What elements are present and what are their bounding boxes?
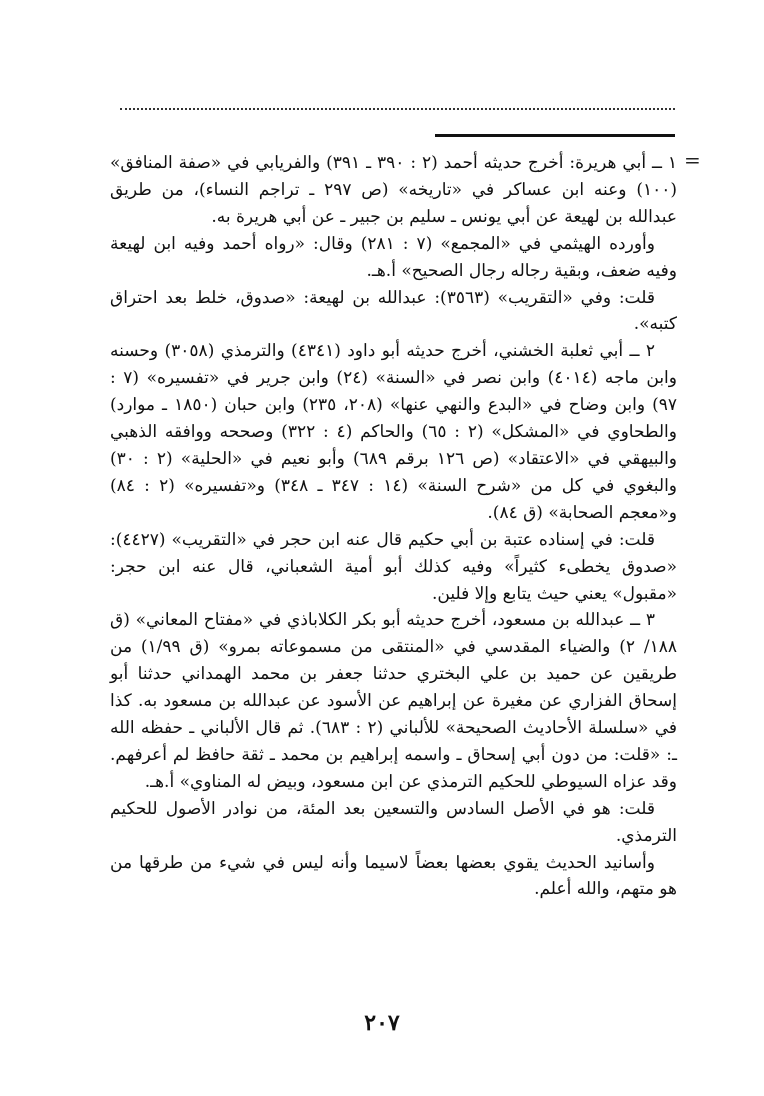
paragraph-haythami: وأورده الهيثمي في «المجمع» (٧ : ٢٨١) وقال: «رواه أحمد وفيه ابن لهيعة وفيه ضعف، وبقية رجاله رجال الصحيح» أ.هـ. bbox=[110, 233, 677, 281]
paragraph-abu-hurayra: ١ ــ أبي هريرة: أخرج حديثه أحمد (٢ : ٣٩٠ ـ ٣٩١) والفريابي في «صفة المنافق» (١٠٠) وعنه ابن عساكر في «تاريخه» (ص ٢٩٧ ـ تراجم النساء)، من طريق عبدالله بن لهيعة عن أبي يونس ـ سليم بن جبير ـ عن أبي هريرة به. bbox=[110, 153, 678, 227]
page-number: ٢٠٧ bbox=[364, 1010, 400, 1036]
margin-mark: = bbox=[684, 148, 701, 172]
paragraph-utba-ibn-abi-hakim: قلت: في إسناده عتبة بن أبي حكيم قال عنه ابن حجر في «التقريب» (٤٤٢٧): «صدوق يخطىء كثيراً» وفيه كذلك أبو أمية الشعباني، قال عنه ابن حجر: «مقبول» يعني حيث يتابع وإلا فلين. bbox=[110, 529, 677, 604]
footnote-separator bbox=[435, 134, 675, 137]
paragraph-nawadir-al-usul: قلت: هو في الأصل السادس والتسعين بعد المئة، من نوادر الأصول للحكيم الترمذي. bbox=[110, 798, 677, 846]
paragraph-ibn-masud: ٣ ــ عبدالله بن مسعود، أخرج حديثه أبو بكر الكلاباذي في «مفتاح المعاني» (ق ١٨٨/ ٢) والضياء المقدسي في «المنتقى من مسموعاته بمرو» (ق ١/٩٩) من طريقين عن حميد بن علي البختري حدثنا جعفر بن محمد الهمداني حدثنا أبو إسحاق الفزاري عن مغيرة عن إبراهيم عن الأسود عن عبدالله بن مسعود به. كذا في «سلسلة الأحاديث الصحيحة» للألباني (٢ : ٦٨٣). ثم قال الألباني ـ حفظه الله ـ: «قلت: من دون أبي إسحاق ـ واسمه إبراهيم بن محمد ـ ثقة حافظ لم أعرفهم. وقد عزاه السيوطي للحكيم الترمذي عن ابن مسعود، وبيض له المناوي» أ.هـ. bbox=[110, 610, 678, 792]
paragraph-taqrib-ibn-lahia: قلت: وفي «التقريب» (٣٥٦٣): عبدالله بن لهيعة: «صدوق، خلط بعد احتراق كتبه». bbox=[110, 287, 677, 335]
paragraph-conclusion: وأسانيد الحديث يقوي بعضها بعضاً لاسيما وأنه ليس في شيء من طرقها من هو متهم، والله أعلم. bbox=[110, 852, 677, 900]
paragraph-abu-thalaba: ٢ ــ أبي ثعلبة الخشني، أخرج حديثه أبو داود (٤٣٤١) والترمذي (٣٠٥٨) وحسنه وابن ماجه (٤٠١٤) وابن نصر في «السنة» (٢٤) وابن جرير في «تفسيره» (٧ : ٩٧) وابن وضاح في «البدع والنهي عنها» (٢٠٨، ٢٣٥) وابن حبان (١٨٥٠ ـ موارد) والطحاوي في «المشكل» (٢ : ٦٥) والحاكم (٤ : ٣٢٢) وصححه ووافقه الذهبي والبيهقي في «الاعتقاد» (ص ١٢٦ برقم ٦٨٩) وأبو نعيم في «الحلية» (٢ : ٣٠) والبغوي في كل من «شرح السنة» (١٤ : ٣٤٧ ـ ٣٤٨) و«تفسيره» (٢ : ٨٤) و«معجم الصحابة» (ق ٨٤). bbox=[110, 341, 678, 523]
dotted-separator bbox=[120, 108, 675, 110]
footnotes-text bbox=[110, 150, 677, 903]
